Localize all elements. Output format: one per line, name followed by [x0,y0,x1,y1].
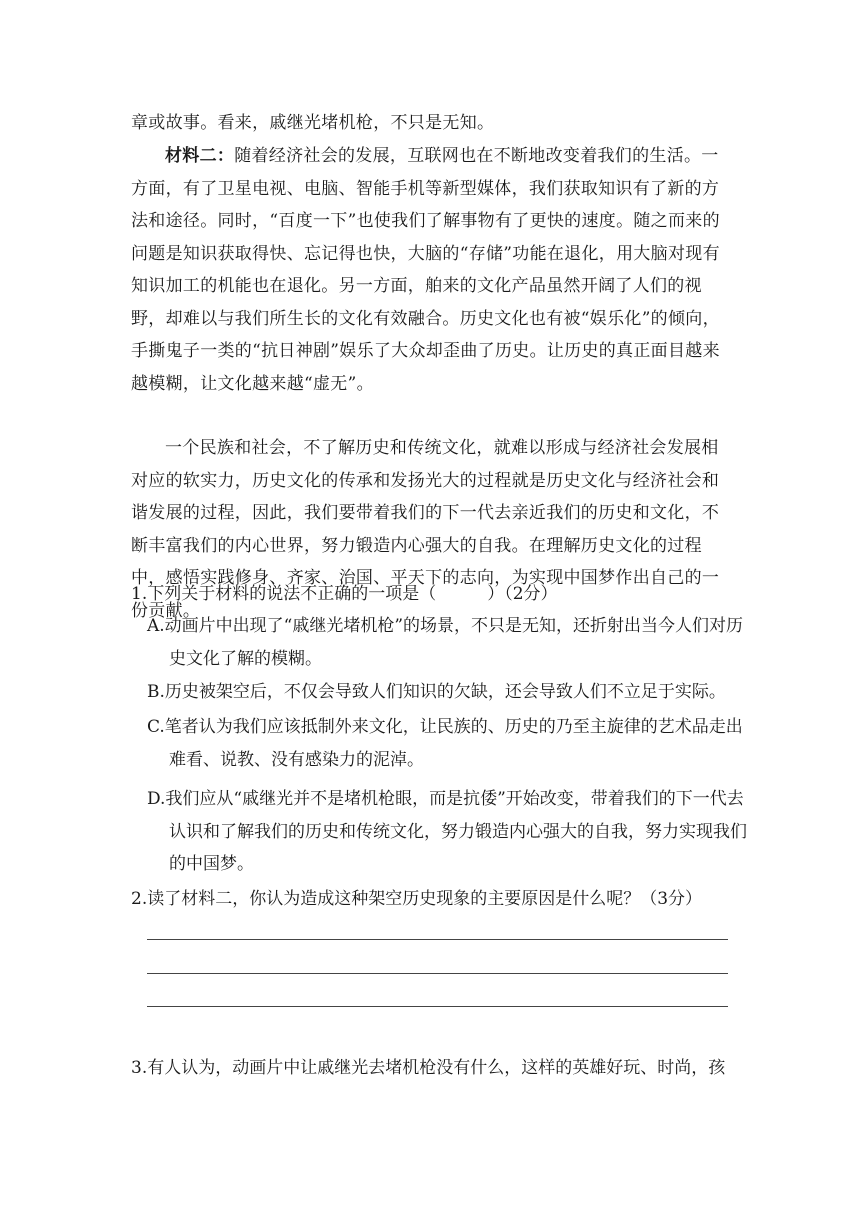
answer-line-3[interactable] [147,1006,728,1007]
question-1-option-b[interactable]: B.历史被架空后，不仅会导致人们知识的欠缺，还会导致人们不立足于实际。 [147,682,726,702]
question-1-stem: 1.下列关于材料的说法不正确的一项是（ ）（2分） [131,584,558,604]
conclusion-text: 一个民族和社会，不了解历史和传统文化，就难以形成与经济社会发展相对应的软实力，历史文化的传承和发扬光大的过程就是历史文化与经济社会和谐发展的过程，因此，我们要带着我们的下一代去亲近我们的历史和文化，不断丰富我们的内心世界，努力锻造内心强大的自我。在理解历史文化的过程中，感悟实践修身、齐家、治国、平天下的志向，为实现中国梦作出自己的一份贡献。 [131,438,720,621]
passage-text-0: 章或故事。看来，戚继光堵机枪，不只是无知。 [131,113,495,133]
answer-line-1[interactable] [147,939,728,940]
question-2-stem: 2.读了材料二，你认为造成这种架空历史现象的主要原因是什么呢？（3分） [131,889,703,909]
passage-paragraph-material-2 [131,140,731,400]
material-2-label: 材料二： [165,146,235,166]
question-3-stem: 3.有人认为，动画片中让戚继光去堵机枪没有什么，这样的英雄好玩、时尚，孩 [131,1058,726,1078]
answer-line-2[interactable] [147,973,728,974]
question-1-option-c[interactable]: C.笔者认为我们应该抵制外来文化，让民族的、历史的乃至主旋律的艺术品走出难看、说教、没有感染力的泥淖。 [147,717,743,770]
material-2-text: 随着经济社会的发展，互联网也在不断地改变着我们的生活。一方面，有了卫星电视、电脑、智能手机等新型媒体，我们获取知识有了新的方法和途径。同时，“百度一下”也使我们了解事物有了更快的速度。随之而来的问题是知识获取得快、忘记得也快，大脑的“存储”功能在退化，用大脑对现有知识加工的机能也在退化。另一方面，舶来的文化产品虽然开阔了人们的视野，却难以与我们所生长的文化有效融合。历史文化也有被“娱乐化”的倾向，手撕鬼子一类的“抗日神剧”娱乐了大众却歪曲了历史。让历史的真正面目越来越模糊，让文化越来越“虚无”。 [131,146,720,394]
question-1-option-d[interactable]: D.我们应从“戚继光并不是堵机枪眼，而是抗倭”开始改变，带着我们的下一代去认识和了解我们的历史和传统文化，努力锻造内心强大的自我，努力实现我们的中国梦。 [147,789,747,874]
question-1-option-a[interactable]: A.动画片中出现了“戚继光堵机枪”的场景，不只是无知，还折射出当今人们对历史文化了解的模糊。 [147,616,744,669]
passage-paragraph-0 [131,107,731,140]
